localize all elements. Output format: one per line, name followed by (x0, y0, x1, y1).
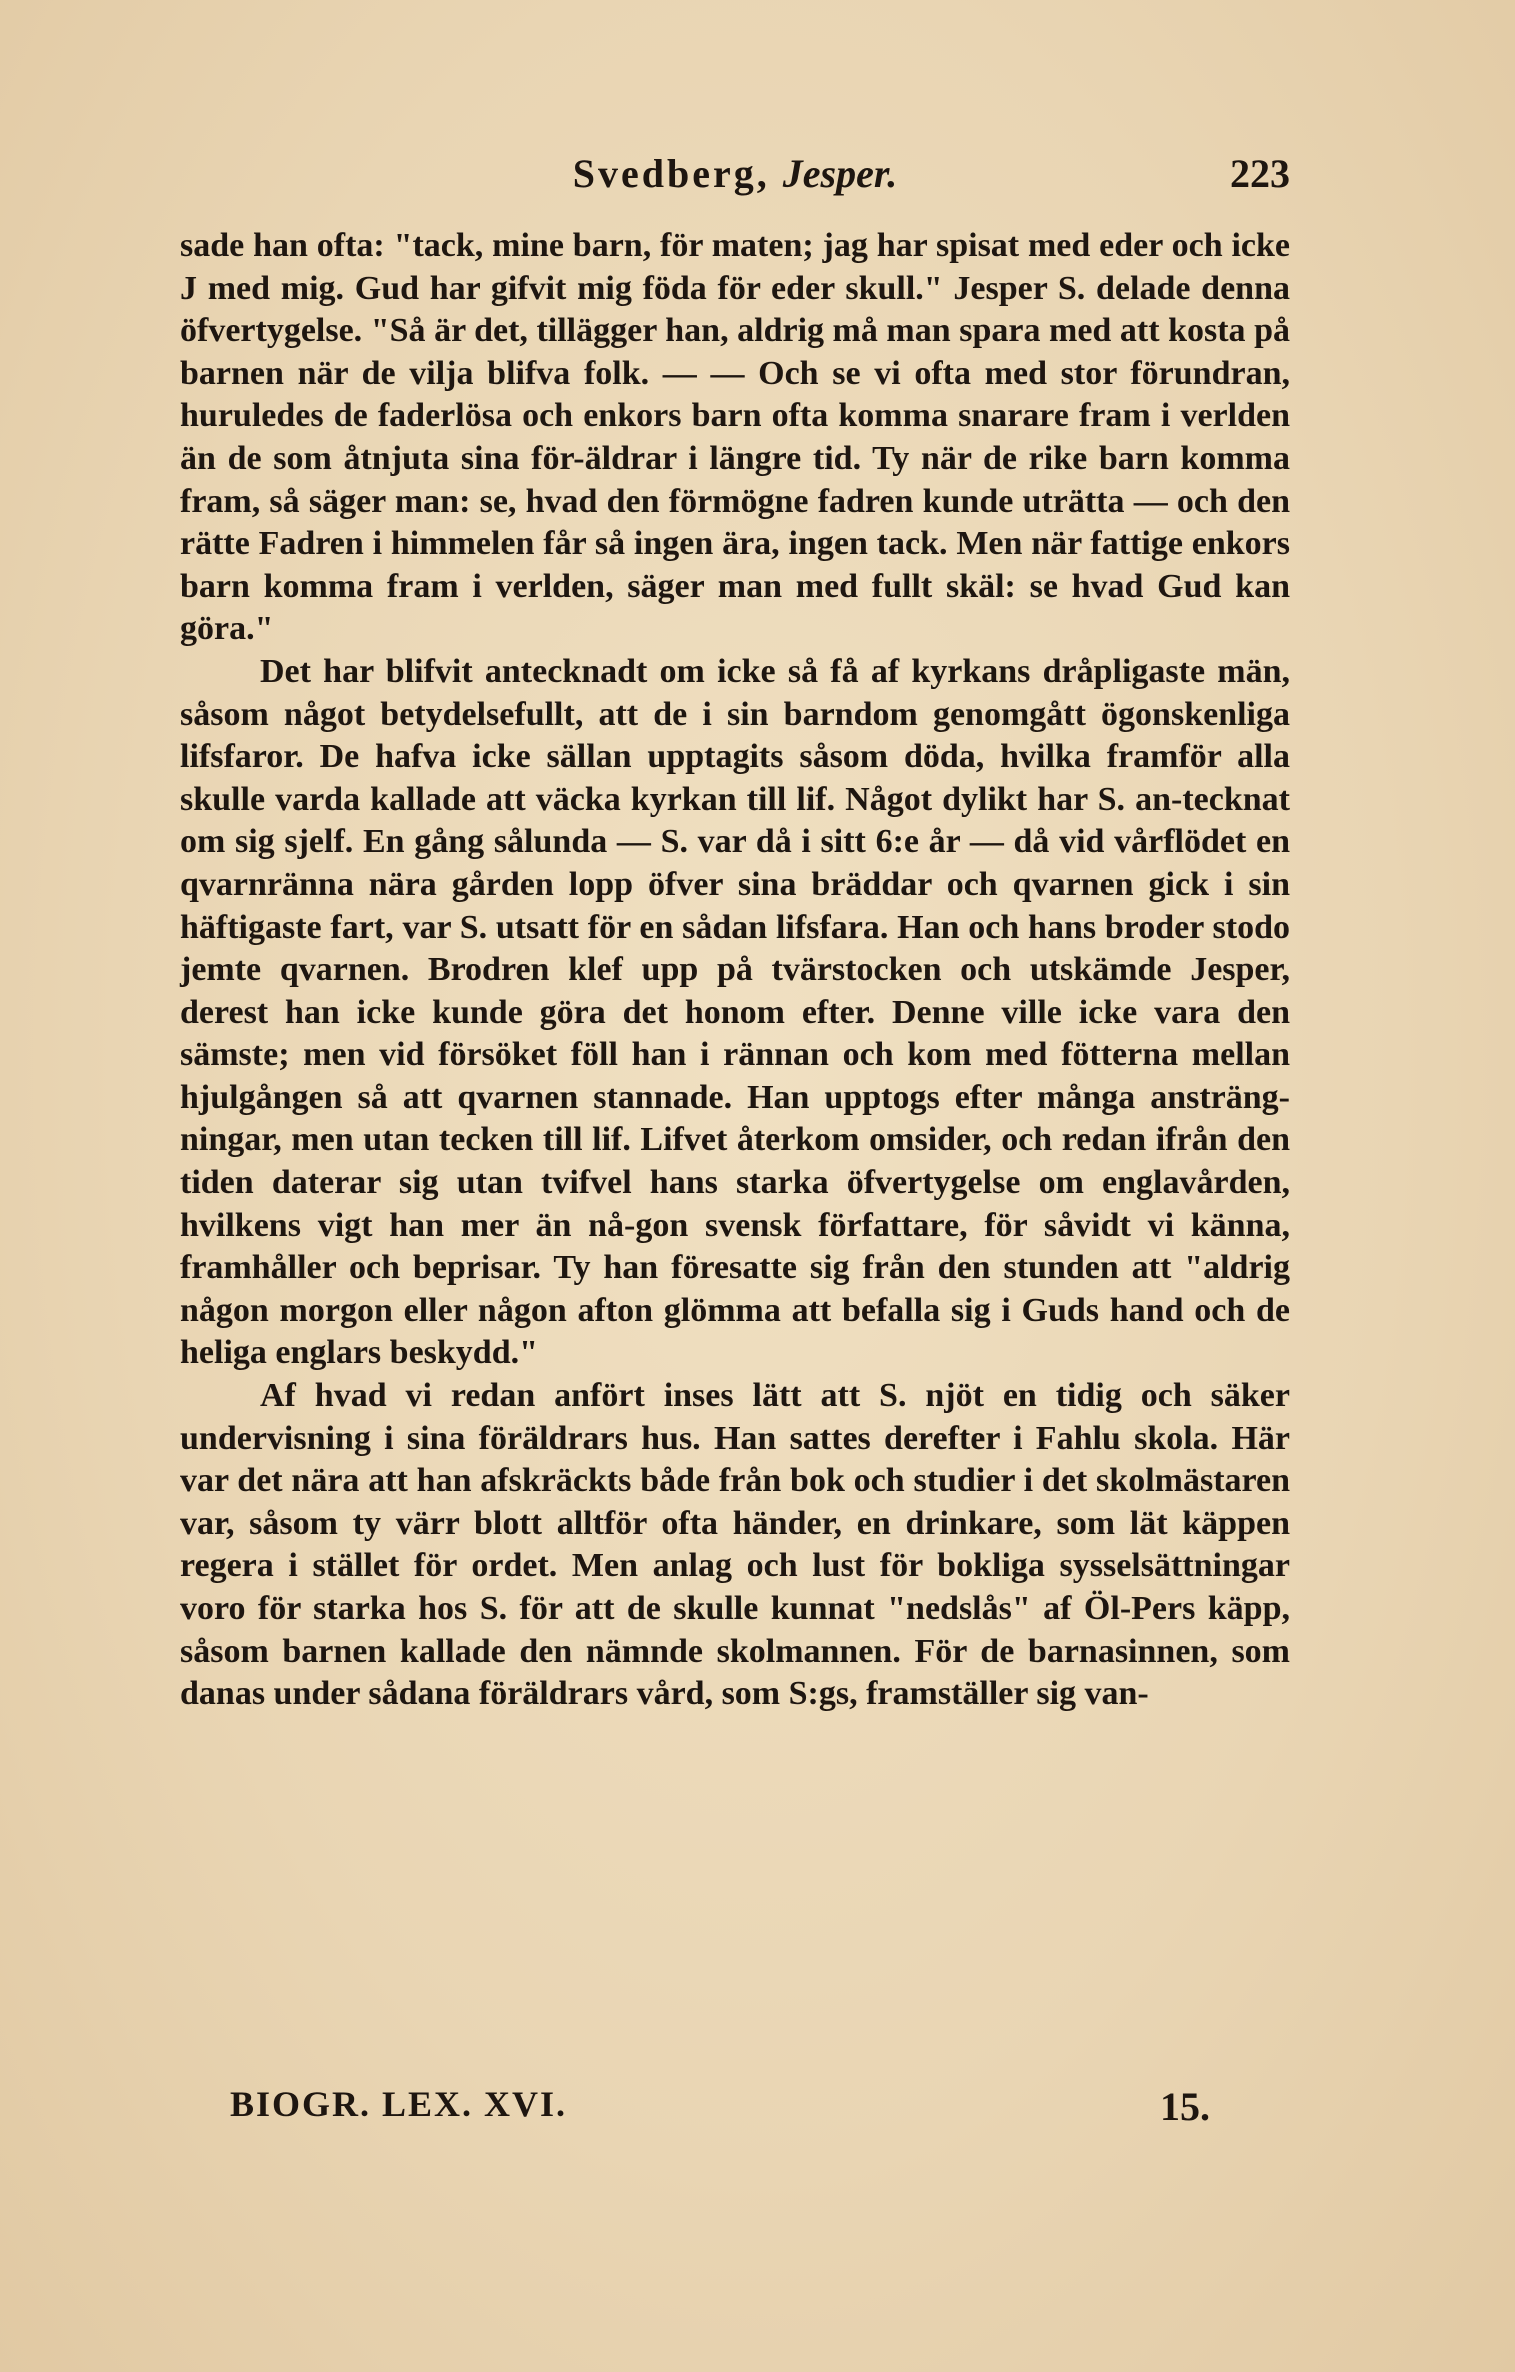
running-title (180, 150, 1290, 197)
body-text (180, 225, 1290, 1716)
page-footer (230, 2083, 1210, 2133)
paragraph-3: Af hvad vi redan anfört inses lätt att S. njöt en tidig och säker undervisning i sina föräldrars hus. Han sattes derefter i Fahlu skola. Här var det nära att han afskräckts både från bok och studier i det skolmästaren var, såsom ty värr blott alltför ofta händer, en drinkare, som lät käppen regera i stället för ordet. Men anlag och lust för bokliga sysselsättningar voro för starka hos S. för att de skulle kunnat "nedslås" af Öl-Pers käpp, såsom barnen kallade den nämnde skolmannen. För de barnasinnen, som danas under sådana föräldrars vård, som S:gs, framställer sig van- (180, 1377, 1290, 1713)
page-number: 223 (1230, 151, 1290, 196)
running-header (180, 150, 1290, 210)
footer-signature: BIOGR. LEX. XVI. (230, 2084, 568, 2124)
running-name: Jesper. (782, 151, 898, 196)
sheet-number: 15. (1160, 2084, 1210, 2129)
paragraph-2: Det har blifvit antecknadt om icke så få af kyrkans dråpligaste män, såsom något betydelsefullt, att de i sin barndom genomgått ögonskenliga lifsfaror. De hafva icke sällan upptagits såsom döda, hvilka framför alla skulle varda kallade att väcka kyrkan till lif. Något dylikt har S. an-tecknat om sig sjelf. En gång sålunda — S. var då i sitt 6:e år — då vid vårflödet en qvarnränna nära gården lopp öfver sina bräddar och qvarnen gick i sin häftigaste fart, var S. utsatt för en sådan lifsfara. Han och hans broder stodo jemte qvarnen. Brodren klef upp på tvärstocken och utskämde Jesper, derest han icke kunde göra det honom efter. Denne ville icke vara den sämste; men vid försöket föll han i rännan och kom med fötterna mellan hjulgången så att qvarnen stannade. Han upptogs efter många ansträng-ningar, men utan tecken till lif. Lifvet återkom omsider, och redan ifrån den tiden daterar sig utan tvifvel hans starka öfvertygelse om englavården, hvilkens vigt han mer än nå-gon svensk författare, för såvidt vi känna, framhåller och beprisar. Ty han föresatte sig från den stunden att "aldrig någon morgon eller någon afton glömma att befalla sig i Guds hand och de heliga englars beskydd." (180, 652, 1290, 1372)
running-author: Svedberg, (572, 151, 770, 196)
paragraph-1: sade han ofta: "tack, mine barn, för maten; jag har spisat med eder och icke J med mig. Gud har gifvit mig föda för eder skull." Jesper S. delade denna öfvertygelse. "Så är det, tillägger han, aldrig må man spara med att kosta på barnen när de vilja blifva folk. — — Och se vi ofta med stor förundran, huruledes de faderlösa och enkors barn ofta komma snarare fram i verlden än de som åtnjuta sina för-äldrar i längre tid. Ty när de rike barn komma fram, så säger man: se, hvad den förmögne fadren kunde uträtta — och den rätte Fadren i himmelen får så ingen ära, ingen tack. Men när fattige enkors barn komma fram i verlden, säger man med fullt skäl: se hvad Gud kan göra." (180, 227, 1290, 648)
